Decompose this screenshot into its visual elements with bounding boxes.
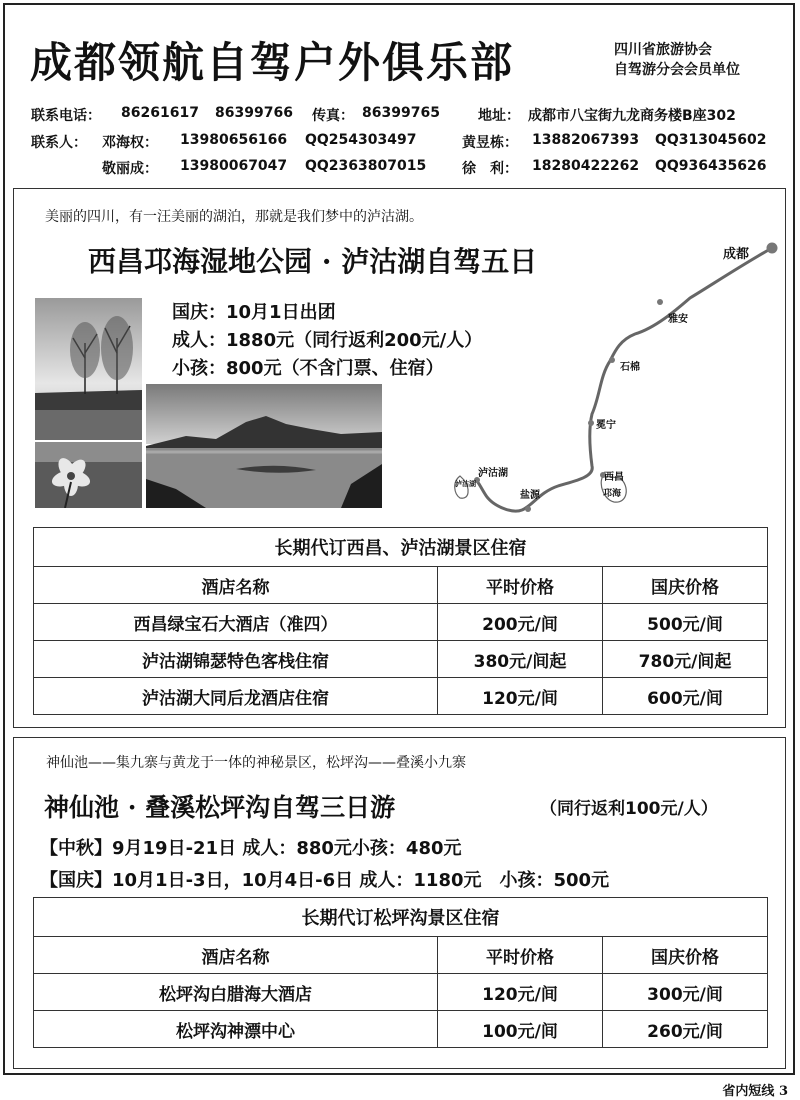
phone-number-2: 86399766: [215, 105, 293, 121]
regular-price: 100元/间: [438, 1011, 603, 1048]
map-label-luguhu: 泸沽湖: [478, 468, 508, 479]
trip1-title: 西昌邛海湿地公园 · 泸沽湖自驾五日: [88, 245, 538, 278]
hotel-name: 松坪沟白腊海大酒店: [34, 974, 438, 1011]
trees-photo: [35, 298, 142, 440]
holiday-price: 600元/间: [603, 678, 768, 715]
header-hotel-name: 酒店名称: [34, 567, 438, 604]
map-label-chengdu: 成都: [723, 247, 750, 262]
contact-qq: QQ254303497: [305, 132, 417, 148]
table-row: [34, 1011, 768, 1048]
association-line-1: 四川省旅游协会: [614, 42, 712, 58]
contact-name: 敬丽成：: [102, 161, 158, 177]
regular-price: 380元/间起: [438, 641, 603, 678]
trip2-tagline: 神仙池——集九寨与黄龙于一体的神秘景区，松坪沟——叠溪小九寨: [46, 755, 466, 771]
contact-name: 黄昱栋：: [462, 135, 518, 151]
map-label-qionghai: 邛海: [603, 489, 622, 499]
header-regular-price: 平时价格: [438, 937, 603, 974]
fax-label: 传真：: [312, 108, 354, 124]
map-label-yanyuan: 盐源: [520, 490, 540, 501]
map-label-mianning: 冕宁: [596, 420, 616, 431]
contact-phone: 18280422262: [532, 158, 640, 174]
hotel-name: 泸沽湖大同后龙酒店住宿: [34, 678, 438, 715]
route-map: [440, 236, 780, 520]
holiday-price: 780元/间起: [603, 641, 768, 678]
map-label-yaan: 雅安: [668, 314, 688, 325]
fax-number: 86399765: [362, 105, 440, 121]
table-row: [34, 678, 768, 715]
table-header-row: [34, 937, 768, 974]
lake-photo: [146, 384, 382, 508]
contact-qq: QQ313045602: [655, 132, 767, 148]
map-label-lake-name: 泸沽湖: [455, 479, 476, 488]
contact-qq: QQ2363807015: [305, 158, 427, 174]
flower-photo: [35, 442, 142, 508]
association-note: [614, 40, 740, 80]
regular-price: 200元/间: [438, 604, 603, 641]
header-hotel-name: 酒店名称: [34, 937, 438, 974]
page-footer: 省内短线 3: [722, 1084, 788, 1099]
phone-number-1: 86261617: [121, 105, 199, 121]
phone-label: 联系电话：: [31, 108, 101, 124]
trip2-table-caption: 长期代订松坪沟景区住宿: [34, 898, 768, 937]
map-start-marker: [767, 243, 778, 254]
club-title: 成都领航自驾户外俱乐部: [30, 38, 515, 87]
holiday-price: 300元/间: [603, 974, 768, 1011]
contact-name: 邓海权：: [102, 135, 158, 151]
trip1-table-caption: 长期代订西昌、泸沽湖景区住宿: [34, 528, 768, 567]
hotel-name: 泸沽湖锦瑟特色客栈住宿: [34, 641, 438, 678]
table-header-row: [34, 567, 768, 604]
contact-phone: 13882067393: [532, 132, 640, 148]
association-line-2: 自驾游分会会员单位: [614, 62, 740, 78]
contact-qq: QQ936435626: [655, 158, 767, 174]
regular-price: 120元/间: [438, 974, 603, 1011]
holiday-price: 260元/间: [603, 1011, 768, 1048]
hotel-name: 松坪沟神漂中心: [34, 1011, 438, 1048]
contact-phone: 13980067047: [180, 158, 288, 174]
header-holiday-price: 国庆价格: [603, 567, 768, 604]
trip1-adult-price: 成人：1880元（同行返利200元/人）: [172, 330, 483, 351]
map-label-shimian: 石棉: [620, 362, 640, 373]
trip1-child-price: 小孩：800元（不含门票、住宿）: [172, 358, 444, 379]
address-label: 地址：: [478, 108, 520, 124]
trip2-national-day-line: 【国庆】10月1日-3日，10月4日-6日 成人：1180元 小孩：500元: [40, 870, 610, 891]
trip1-tagline: 美丽的四川，有一汪美丽的湖泊，那就是我们梦中的泸沽湖。: [45, 209, 423, 225]
trip2-mid-autumn-line: 【中秋】9月19日-21日 成人：880元小孩：480元: [40, 838, 462, 859]
trip2-hotel-table: [33, 897, 768, 1048]
table-row: [34, 641, 768, 678]
address: 成都市八宝街九龙商务楼B座302: [528, 108, 736, 124]
contact-label: 联系人：: [31, 135, 87, 151]
table-row: [34, 604, 768, 641]
trip2-title: 神仙池 · 叠溪松坪沟自驾三日游: [44, 793, 396, 822]
holiday-price: 500元/间: [603, 604, 768, 641]
trip1-departure: 国庆：10月1日出团: [172, 302, 336, 323]
contact-name: 徐 利：: [462, 161, 518, 177]
contact-phone: 13980656166: [180, 132, 288, 148]
header-holiday-price: 国庆价格: [603, 937, 768, 974]
trip1-hotel-table: [33, 527, 768, 715]
map-label-xichang: 西昌: [604, 472, 624, 483]
regular-price: 120元/间: [438, 678, 603, 715]
header-regular-price: 平时价格: [438, 567, 603, 604]
table-row: [34, 974, 768, 1011]
hotel-name: 西昌绿宝石大酒店（准四）: [34, 604, 438, 641]
trip2-rebate: （同行返利100元/人）: [540, 799, 718, 819]
